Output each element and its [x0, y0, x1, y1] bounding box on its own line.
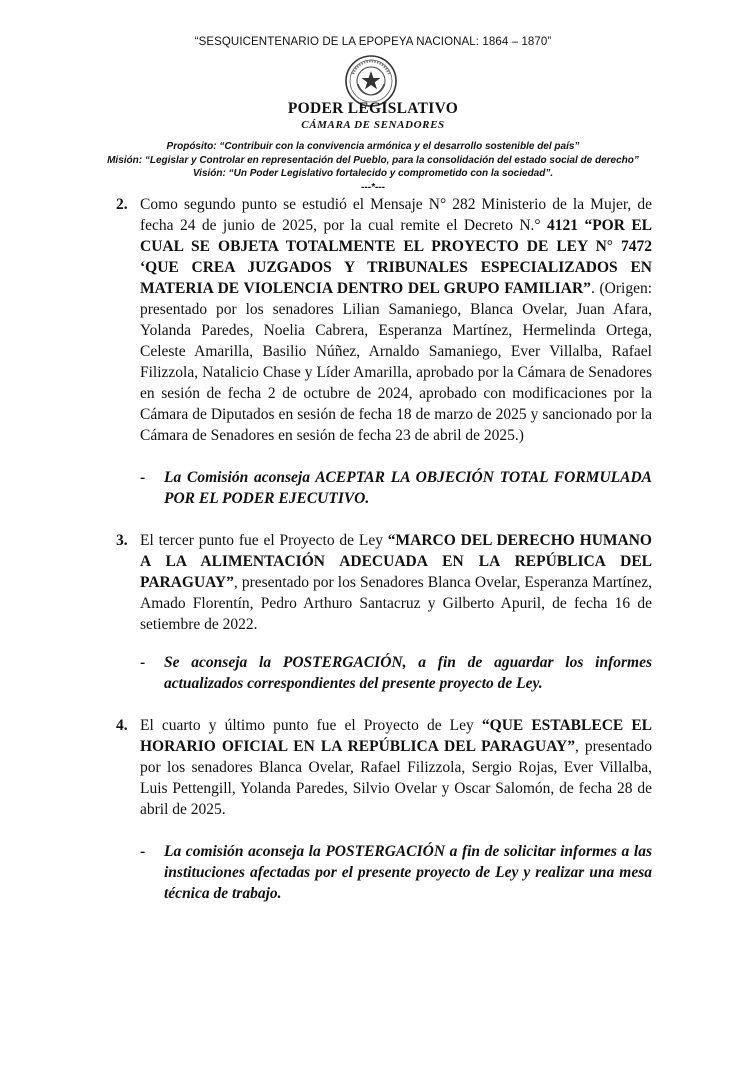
recommendation-item-4: [116, 841, 652, 904]
recommendation-item-2: [116, 467, 652, 509]
vision-line: Visión: “Un Poder Legislativo fortalecido y comprometido con la sociedad”.: [192, 168, 554, 179]
item-text: . (Origen: presentado por los senadores Lilian Samaniego, Blanca Ovelar, Juan Afara, Yolanda Paredes, Noelia Cabrera, Esperanza Martínez, Hermelinda Ortega, Celeste Amarilla, Basilio Núñez, Arnaldo Samaniego, Ever Villalba, Rafael Filizzola, Natalicio Chase y Líder Amarilla, aprobado por la Cámara de Senadores en sesión de fecha 2 de octubre de 2024, aprobado con modificaciones por la Cámara de Diputados en sesión de fecha 18 de marzo de 2025 y sancionado por la Cámara de Senadores en sesión de fecha 23 de abril de 2025.): [140, 280, 653, 444]
document-body: [116, 194, 652, 904]
mission-line: Misión: “Legislar y Controlar en representación del Pueblo, para la consolidación del estado social de derecho”: [107, 154, 639, 166]
recommendation-item-3: [116, 652, 652, 694]
item-bold-title: “QUE ESTABLECE EL HORARIO OFICIAL EN LA REPÚBLICA DEL PARAGUAY”: [140, 717, 653, 755]
agenda-item-3: [116, 530, 652, 635]
item-text: , presentado por los Senadores Blanca Ovelar, Esperanza Martínez, Amado Florentín, Pedro Arthuro Santacruz y Gilberto Apuril, de fecha 16 de setiembre de 2022.: [140, 574, 652, 633]
recommendation-text: La Comisión aconseja ACEPTAR LA OBJECIÓN TOTAL FORMULADA POR EL PODER EJECUTIVO.: [164, 469, 652, 507]
agenda-item-2: [116, 194, 652, 446]
bullet-dash: -: [140, 843, 146, 860]
purpose-line: Propósito: “Contribuir con la convivencia armónica y el desarrollo sostenible del país”: [166, 141, 580, 152]
recommendation-text: Se aconseja la POSTERGACIÓN, a fin de aguardar los informes actualizados correspondientes del presente proyecto de Ley.: [164, 654, 652, 692]
item-paragraph: [140, 715, 652, 820]
header-motto: “SESQUICENTENARIO DE LA EPOPEYA NACIONAL: 1864 – 1870”: [194, 36, 552, 48]
bullet-dash: -: [140, 469, 146, 486]
chamber-title: CÁMARA DE SENADORES: [301, 119, 445, 131]
item-number: 2.: [116, 196, 128, 213]
mission-block: [0, 140, 746, 194]
item-bold-title: 4121 “POR EL CUAL SE OBJETA TOTALMENTE EL PROYECTO DE LEY N° 7472 ‘QUE CREA JUZGADOS Y TRIBUNALES ESPECIALIZADOS EN MATERIA DE VIOLENCIA DENTRO DEL GRUPO FAMILIAR”: [140, 217, 652, 297]
organization-title: PODER LEGISLATIVO: [287, 100, 459, 117]
bullet-dash: -: [140, 654, 146, 671]
item-number: 4.: [116, 717, 128, 734]
recommendation-text: La comisión aconseja la POSTERGACIÓN a fin de solicitar informes a las instituciones afectadas por el presente proyecto de Ley y realizar una mesa técnica de trabajo.: [164, 843, 652, 902]
agenda-item-4: [116, 715, 652, 820]
item-text: El tercer punto fue el Proyecto de Ley: [140, 532, 388, 549]
item-number: 3.: [116, 532, 128, 549]
item-paragraph: [140, 194, 652, 446]
item-bold-title: “MARCO DEL DERECHO HUMANO A LA ALIMENTACIÓN ADECUADA EN LA REPÚBLICA DEL PARAGUAY”: [140, 532, 652, 591]
item-paragraph: [140, 530, 652, 635]
header-separator: ---*---: [361, 181, 385, 193]
item-text: Como segundo punto se estudió el Mensaje N° 282 Ministerio de la Mujer, de fecha 24 de junio de 2025, por la cual remite el Decreto N.°: [140, 196, 652, 234]
item-text: El cuarto y último punto fue el Proyecto de Ley: [140, 717, 482, 734]
item-text: , presentado por los senadores Blanca Ovelar, Rafael Filizzola, Sergio Rojas, Ever Villalba, Luis Pettengill, Yolanda Paredes, Silvio Ovelar y Oscar Salomón, de fecha 28 de abril de 2025.: [140, 738, 652, 818]
